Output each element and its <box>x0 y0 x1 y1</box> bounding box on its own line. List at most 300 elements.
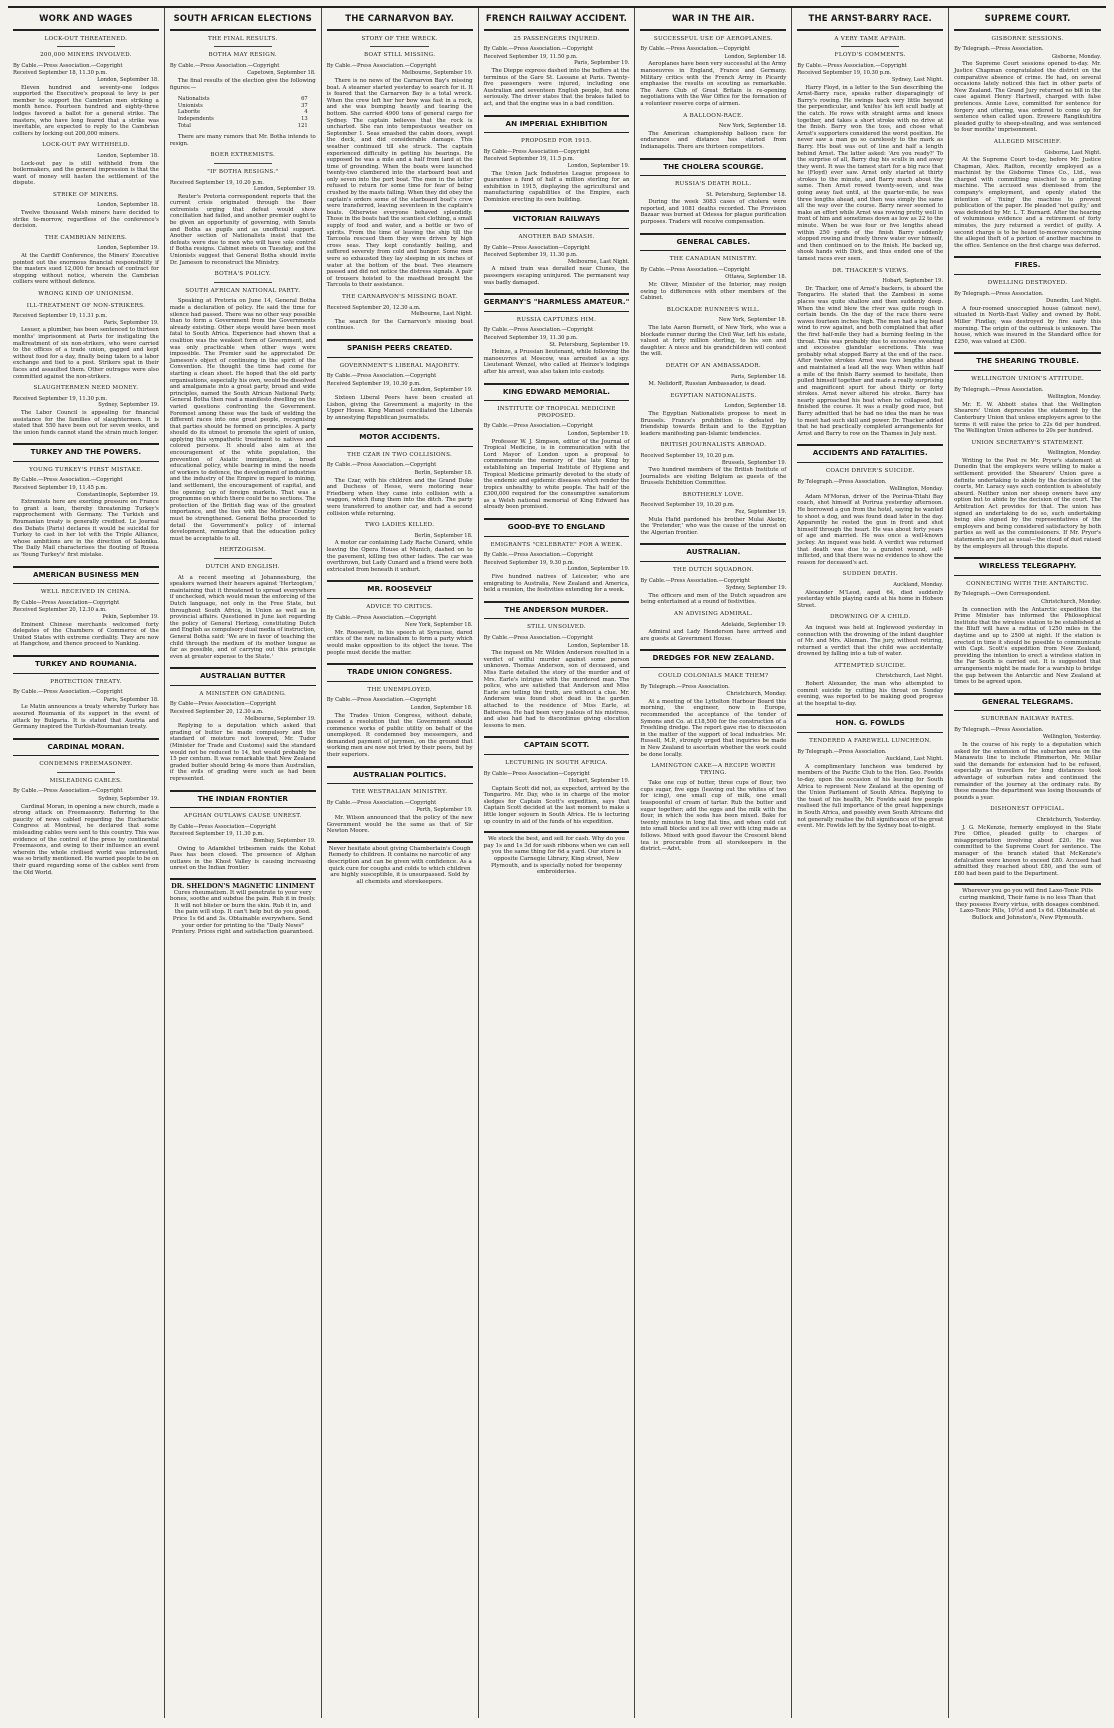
article-subheading-2: FLOYD'S COMMENTS. <box>834 52 906 59</box>
article <box>640 233 786 302</box>
article-body: The American championship balloon race for endurance and distance has started from Indianapolis. There are thirteen competitors. <box>640 130 787 150</box>
article-subheading-2: DUTCH AND ENGLISH. <box>205 563 280 570</box>
column-5 <box>635 8 792 1718</box>
advertisement-text: Wherever you go you will find Laxo-Tonic Pills curing mankind, Their fame is no less Than that they possess Every virtue, with dosages combined. Laxo-Tonic Pills, 10½d and 1s 6d. Obtainable at Bullock and Johnston's, New Plymouth. <box>955 888 1100 921</box>
article-body: Alexander M'Leod, aged 64, died suddenly yesterday while playing cards at his home in Hobson Street. <box>797 589 944 609</box>
article-subheading: SUCCESSFUL USE OF AEROPLANES. <box>653 35 773 42</box>
article-body: At the Cardiff Conference, the Miners' Executive pointed out the enormous financial responsibility if the masters sued 12,000 for breach of contract for stopping without notice, wherein the Cambrian colliers were without defence. <box>13 253 159 286</box>
article-credit: By Telegraph.—Own Correspondent. <box>954 591 1051 598</box>
article-subheading: AN ADVISING ADMIRAL. <box>673 611 753 617</box>
results-party: Total <box>177 122 191 129</box>
article <box>484 601 630 730</box>
article-received: Received September 19, 11.31 p.m. <box>13 313 108 320</box>
article-body: Extremists here are exerting pressure on France to grant a loan, thereby threatening Turkey's rapprochement with Germany. The Turkish and Roumanian treaty is generally credited. Le Journal des Debats (Paris) declares it would be suicidal for Turkey to cast in her lot with the Triple Alliance, whose ambitions are in the direction of Salonika. The Daily Mail characterises the flouting of Russia as 'Young Turkey's' first mistake. <box>13 499 159 558</box>
article-dateline: Bombay, September 19. <box>253 837 316 844</box>
article <box>640 113 786 151</box>
article-credit: By Cable—Press Association—Copyright <box>483 148 590 155</box>
section-heading: AN IMPERIAL EXHIBITION <box>484 115 630 134</box>
article-subheading: 25 PASSENGERS INJURED. <box>513 35 600 42</box>
article-dateline: London, September 19. <box>410 387 473 394</box>
section-heading: THE CHOLERA SCOURGE. <box>640 158 786 177</box>
article-subheading: STORY OF THE WRECK. <box>361 35 438 42</box>
article-subheading: A VERY TAME AFFAIR. <box>834 35 907 42</box>
article-body: A four-roomed unoccupied house (almost new), situated in North-East Valley and owned by Robt. Miller Findlay, was destroyed by fire early this morning. The origin of the outbreak is unknown. The house, which was insured in the Standard office for £250, was valued at £300. <box>954 305 1101 345</box>
article-credit: By Cable—Press Association—Copyright <box>483 770 590 777</box>
article-credit: By Cable—Press Association—Copyright <box>13 599 120 606</box>
article-dateline: London, September 19. <box>567 430 630 437</box>
article-dateline: Perth, September 19. <box>416 807 473 814</box>
article-body: Captain Scott did not, as expected, arrived by the Tongariro. Mr. Day, who is in charge of the motor sledges for Captain Scott's expedition, says that Captain Scott decided at the last moment to make a little longer sojourn in South Africa. He is lecturing up country in aid of the funds of his expedition. <box>483 785 630 825</box>
article-subheading-2: SOUTH AFRICAN NATIONAL PARTY. <box>185 287 301 294</box>
article-body: The final results of the election give the following figures:— <box>169 77 316 91</box>
column-3 <box>322 8 479 1718</box>
article-dateline: London, September 19. <box>567 162 630 169</box>
article-subheading: THE CARNARVON'S MISSING BOAT. <box>341 293 458 300</box>
article-received: Received September 20, 12.30 a.m. <box>169 709 264 716</box>
article <box>327 522 473 573</box>
article-subheading: WELL RECEIVED IN CHINA. <box>40 589 131 596</box>
section-heading: AMERICAN BUSINESS MEN <box>13 566 159 585</box>
column-2 <box>165 8 322 1718</box>
article-credit: By Cable.—Press Association.—Copyright <box>169 62 280 69</box>
article-body: A motor car containing Lady Rache Cunard, while leaving the Opera House at Munich, dashed on to the pavement, killing two other ladies. The car was overthrown, but Lady Cunard and a friend were both extricated from beneath it unhurt. <box>326 540 473 573</box>
article-body: The search for the Carnarvon's missing boat continues. <box>326 318 473 332</box>
article <box>170 36 316 92</box>
article-credit: By Cable.—Press Association.—Copyright <box>13 689 123 696</box>
article-received: Received September 19, 9.30 p.m. <box>483 559 575 566</box>
article-dateline: London, September 18. <box>410 704 473 711</box>
results-row <box>170 116 316 123</box>
article-body: Two hundred members of the British Institute of Journalists are visiting Belgium as guests of the Brussels Exhibition Committee. <box>640 467 787 487</box>
article <box>327 663 473 759</box>
article-dateline: Auckland, Monday. <box>893 581 944 588</box>
article-credit: By Telegraph.—Press Association. <box>954 726 1044 733</box>
article <box>484 115 630 204</box>
article-dateline: Brussels, September 19. <box>721 459 787 466</box>
article-body: Twelve thousand Welsh miners have decided to strike to-morrow, regardless of the conference's decision. <box>13 210 159 230</box>
article-subheading: ADVICE TO CRITICS. <box>366 603 433 610</box>
article-dateline: Melbourne, September 19. <box>401 70 473 77</box>
results-seats: 37 <box>301 102 308 109</box>
column-4 <box>479 8 636 1718</box>
column-7 <box>949 8 1106 1718</box>
article <box>327 580 473 656</box>
results-party: Laborite <box>177 109 201 116</box>
article-body: The officers and men of the Dutch squadron are being entertained at a round of festivities. <box>640 592 787 606</box>
article-dateline: Pekin, September 19. <box>102 613 159 620</box>
article-body: At a recent meeting at Johannesburg, the speakers warned their hearers against 'Hertzogism,' maintaining that it threatened to spread everywhere if unchecked, which would mean the enforcing of the Dutch language, not only in the Free State, but throughout South Africa, in Union as well as in provincial affairs. Questioned in June last regarding the policy of General Hertzog, constituting Dutch and English as compulsory dual media of instruction, General Botha said: 'We are in favor of teaching the child through the medium of its mother tongue as far as possible, and of carrying out this principle even at greater expense to the State.' <box>169 574 316 660</box>
advertisement-title: DR. SHELDON'S MAGNETIC LINIMENT <box>171 881 315 890</box>
article-subheading: UNION SECRETARY'S STATEMENT. <box>971 439 1084 446</box>
article-dateline: St. Petersburg, September 18. <box>706 191 787 198</box>
divider-rule <box>214 558 272 559</box>
article-body: Speaking at Pretoria on June 14, General Botha made a declaration of policy. He said the time for silence had passed. There was no other way possible than to form a Government from the Governments already existing. Other steps would have been most fatal to South Africa. Experience had shown that a coalition was the weakest form of Government, and was only practicable when other ways were impossible. The Premier said he appreciated Dr. Jameson's object of continuing in the spirit of the Convention. He thought the time had come for starting a clean sheet. He hoped that the old party organisations, especially his own, would be dissolved and amalgamate into a great party, broad and wide principles, named the South African National Party. General Botha then read a manifesto dwelling on the varied questions confronting the Government. Foremost among these was the task of welding the different races into one great people, recognising that parties should be formed on principles. A party should do its utmost to promote the spirit of union, applying this sympathetic treatment to natives and colored persons. It should also aim at the encouragement of the white population, the prevention of Asiatic immigration, a broad educational policy, while bearing in mind the needs of workers to defence, the development of industries and the industry of the Empire in regard to mining, land settlement, the encouragement of capital, and the opening up of foreign markets. That was a programme on which there could be no sections. The protection of the British flag was of the greatest importance, and the ties with the Mother Country must be strengthened. General Botha proceeded to detail the Government's policy of internal development, remarking that the education policy must be acceptable to all. <box>169 298 316 542</box>
article-received: Received September 19, 11.50 p.m. <box>483 53 578 60</box>
article-subheading-2: MISLEADING CABLES. <box>49 777 123 784</box>
article-body: Aeroplanes have been very successful at the Army manoeuvres in England, France and Germany. Military critics with the French Army in Picardy emphasise the results on scouting as remarkable. The Aero Club of Great Britain is re-opening negotiations with the War Office for the formation of a volunteer reserve corps of airmen. <box>640 61 787 107</box>
article-body: In connection with the Antarctic expedition the Prime Minister has informed the Philosophical Institute that the wireless station to be established at the Bluff will have a radius of 1250 miles in the daytime and up to 2500 at night. If the station is erected in time it should be possible to communicate with Capt. Scott's expedition from New Zealand, providing the intention to erect a wireless station in the Far South is carried out. It is suggested that arrangements might be made for a warship to bridge the gap between the Antarctic and New Zealand at times to be agreed upon. <box>954 606 1101 686</box>
article-body: Lock-out pay is still withheld from the boilermakers, and the general impression is that the want of money will hasten the settlement of the dispute. <box>13 160 159 187</box>
section-heading: VICTORIAN RAILWAYS <box>484 210 630 229</box>
article <box>484 36 630 108</box>
section-heading: TURKEY AND THE POWERS. <box>13 443 159 462</box>
article-body: Take one cup of butter, three cups of flour, two cups sugar, five eggs (leaving out the whites of two for icing), one small cup of milk, one small teaspoonful of cream of tartar. Rub the butter and sugar together; add the eggs and the milk with the flour, in which the soda has been mixed. Bake for twenty minutes in long flat tins, and when cold cut into small blocks and ice all over with icing made as follows. Mixed with good flavour the Crescent blend tea is procurable from all storekeepers in the district.—Advt. <box>640 780 787 853</box>
section-heading: TRADE UNION CONGRESS. <box>327 663 473 682</box>
article-dateline: London, September 18. <box>724 403 787 410</box>
article-credit: By Cable.—Press Association.—Copyright <box>326 373 437 380</box>
section-heading: MOTOR ACCIDENTS. <box>327 428 473 447</box>
results-table <box>170 96 316 129</box>
article <box>13 385 159 436</box>
article-credit: By Cable.—Press Association.—Copyright <box>326 62 437 69</box>
article <box>640 307 786 358</box>
article-dateline: Constantinople, September 19. <box>76 491 159 498</box>
article-body: Harry Floyd, in a letter to the Sun describing the Arnst-Barry race, speaks rather disparagingly of Barry's rowing. He swings back very little beyond the perpendicular, and 'knifes' his left scull badly at the catch. He rows with straight arms and knees together, and takes a short stroke with no drive at the finish. Barry won the toss, and chose what Arnst's supporters considered the worst position. He never saw a man go so carelessly to the mark as Barry. His boat was out of line and half a length behind Arnst. The latter asked: 'Are you ready?' To the surprise of all, Barry dug his sculls in and away they went. It was the tamest start for a big race that he (Floyd) ever saw. Arnst only started at thirty strokes to the minute, and Barry much about the same. Then Arnst rowed twenty-seven, and was going away fast until, at the quarter-mile, he was three lengths ahead, and then was simply the same all the way over the course. Barry never seemed to make an effort while Arnst was rowing pretty well in front of him and sometimes down as low as 22 to the minute. When he was four or five lengths ahead within 250 yards of the finish Barry suddenly stopped rowing and freely threw water over himself, and then continued on to the finish. He backed up, shook hands with Dick, and thus ended one of the tamest races ever seen. <box>797 84 944 262</box>
divider-rule <box>57 46 115 47</box>
section-heading: ACCIDENTS AND FATALITIES. <box>797 444 943 463</box>
article-dateline: London, September 18. <box>97 152 159 159</box>
divider-rule <box>214 163 272 164</box>
article-subheading: WELLINGTON UNION'S ATTITUDE. <box>971 375 1085 382</box>
advertisement-text: We stock the best, and sell for cash. Why do you pay 1s and 1s 3d for sash ribbons when we can sell you the same thing for 6d a yard. Our store is opposite Carnegie Library, King street, New Plymouth, and is specially noted for twopenny embroideries. <box>483 836 630 876</box>
article-subheading: A BALLOON-RACE. <box>683 112 744 119</box>
section-heading: GENERAL TELEGRAMS. <box>954 693 1101 712</box>
article-credit: By Cable.—Press Association.—Copyright <box>13 62 123 69</box>
article-credit: By Cable.—Press Association.—Copyright <box>326 697 437 704</box>
article-received: Received September 19, 10.20 p.m. <box>169 179 264 186</box>
article-dateline: Sydney, September 19. <box>725 585 787 592</box>
article-subheading: GISBORNE SESSIONS. <box>991 35 1064 42</box>
results-party: Independents <box>177 115 214 122</box>
article-subheading: DR. THACKER'S VIEWS. <box>832 267 909 274</box>
article-dateline: Wellington, Monday. <box>1047 450 1101 457</box>
article-credit: By Telegraph.—Press Association. <box>797 478 887 485</box>
article-dateline: London, September 19. <box>253 186 316 193</box>
article-dateline: Dunedin, Last Night. <box>1045 298 1101 305</box>
article-subheading: ILL-TREATMENT OF NON-STRIKERS. <box>26 302 146 309</box>
article <box>797 614 943 658</box>
article-subheading: SLAUGHTERMEN NEED MONEY. <box>33 385 139 392</box>
article-subheading: CONDEMNS FREEMASONRY. <box>39 761 133 768</box>
article-body: The late Aaron Burnett, of New York, who was a blockade runner during the Civil War, left his estate, valued at forty million sterling, to his son and daughter. A niece and his grandchildren will contest the will. <box>640 325 787 358</box>
article-dateline: Sydney, September 19. <box>98 796 159 803</box>
advertisement <box>954 883 1101 921</box>
article <box>640 763 786 853</box>
article-body: There are many rumors that Mr. Botha intends to resign. <box>169 134 316 147</box>
article <box>640 611 786 642</box>
article <box>327 36 473 289</box>
article-credit: By Cable—Press Association—Copyright <box>169 701 277 708</box>
article-dateline: London, September 18. <box>567 642 630 649</box>
article-subheading: PROTECTION TREATY. <box>50 678 122 685</box>
article <box>954 256 1101 345</box>
article-body: The Czar, with his children and the Grand Duke and Duchess of Hesse, were motoring near Friedberg when they came into collision with a waggon, which flung them into the ditch. The party were transferred to another car, and had a second collision while returning. <box>326 477 473 517</box>
article <box>13 192 159 230</box>
article <box>797 571 943 609</box>
article-body: Sixteen Liberal Peers have been created at Lisbon, giving the Government a majority in the Upper House. King Manuel conciliated the Liberals by annestying Republican journalists. <box>326 394 473 421</box>
section-heading: WIRELESS TELEGRAPHY. <box>954 557 1101 576</box>
article <box>640 158 786 226</box>
article-subheading: DROWNING OF A CHILD. <box>829 614 911 621</box>
article-dateline: Adelaide, September 19. <box>721 621 787 628</box>
article-dateline: Hobart, September 19. <box>568 778 630 785</box>
article <box>640 492 786 537</box>
article-dateline: Paris, September 19. <box>574 60 630 67</box>
article <box>954 36 1101 134</box>
article-body: Cardinal Moran, in opening a new church, made a strong attack on Freemasonry. Referring to the paucity of news cabled regarding the Eucharistic Congress at Montreal, he declared that some misleading cables were sent to this country. This was evidence of the control of the press by continental Freemasons, and owing to their influence an event wherein the whole civilised world was interested, was so briefly mentioned. He warned people to be on their guard regarding some of the cables sent from the Old World. <box>13 803 159 876</box>
article-subheading: COULD COLONIALS MAKE THEM? <box>658 672 769 679</box>
section-heading: AUSTRALIAN. <box>640 543 786 562</box>
article-dateline: Wellington, Monday. <box>1047 394 1101 401</box>
article-subheading: TWO LADIES KILLED. <box>364 522 435 529</box>
divider-rule <box>214 282 272 283</box>
article-subheading: THE FINAL RESULTS. <box>207 35 278 42</box>
article-credit: By Telegraph.—Press Association. <box>797 748 887 755</box>
article-subheading: COACH DRIVER'S SUICIDE. <box>825 468 915 475</box>
article-body: A complimentary luncheon was tendered by members of the Pacific Club to the Hon. Geo. Fowlds to-day, upon the occasion of his leaving for South Africa to represent New Zealand at the opening of the Union Parliament of South Africa. Replying to the toast of his health, Mr. Fowlds said few people realised the full importance of the great happenings in South Africa, and possibly even South Africans did not generally realise the full significance of the great event. Mr. Fowlds left by the Sydney boat to-night. <box>797 763 944 830</box>
article-subheading: LECTURING IN SOUTH AFRICA. <box>505 759 608 766</box>
article-dateline: New York, September 18. <box>405 622 473 629</box>
section-heading: THE ANDERSON MURDER. <box>484 601 630 620</box>
article <box>954 806 1101 877</box>
article-subheading: ANOTHER BAD SMASH. <box>518 234 595 241</box>
column-heading: SOUTH AFRICAN ELECTIONS <box>170 12 316 31</box>
article-dateline: Melbourne, Last Night. <box>411 311 473 318</box>
article <box>327 339 473 421</box>
article-body: The Trades Union Congress, without debate, passed a resolution that the Government should commence works of public utility on behalf of the unemployed. It condemned boy messengers, and demanded payment of jurymen, on the ground that working men are now not tried by their peers, but by their superiors. <box>326 712 473 759</box>
article-received: Received September 19, 11.30 p.m. <box>483 252 578 259</box>
article-subheading: THE CZAR IN TWO COLLISIONS. <box>347 451 453 458</box>
article <box>13 443 159 558</box>
article-dateline: Sydney, Last Night. <box>891 76 944 83</box>
article-credit: By Telegraph.—Press Association. <box>954 290 1044 297</box>
article-dateline: Gisborne, Last Night. <box>1044 149 1101 156</box>
article-dateline: Berlin, September 18. <box>414 532 473 539</box>
article <box>170 667 316 782</box>
article-dateline: Auckland, Last Night. <box>885 756 944 763</box>
article <box>13 303 159 381</box>
article-received: Received September 20, 12.30 a.m. <box>13 607 107 614</box>
article-body: At a meeting of the Lyttelton Harbour Board this morning, the engineer, now in Europe, recommended the acceptance of the tender of Symons and Co. at £18,500 for the construction of a Freehling dredge. The report gave rise to discussion in the matter of the support of local industries. Mr. Russell, M.P., strongly urged that inquiries be made in New Zealand to ascertain whether the work could be done locally. <box>640 698 787 758</box>
article-subheading: LOCK-OUT PAY WITHHELD. <box>42 142 130 149</box>
article-subheading: LOCK-OUT THREATENED. <box>44 35 128 42</box>
article-body: Le Matin announces a treaty whereby Turkey has assured Roumania of its support in the event of attack by Bulgaria. It is stated that Austria and Germany inspired the Turkish-Roumanian treaty. <box>13 704 159 731</box>
article-subheading: AFGHAN OUTLAWS CAUSE UNREST. <box>184 813 302 820</box>
article-body: M. Nelidorff, Russian Ambassador, is dead. <box>648 381 766 388</box>
article-subheading: EMIGRANTS "CELEBRATE" FOR A WEEK. <box>490 541 623 548</box>
article-body: Owing to Adamkhel tribesmen raids the Kohat Pass has been closed. The presence of Afghan outlaws in the Khost Valley is causing increasing unrest on the Indian frontier. <box>169 845 316 872</box>
article-credit: By Cable.—Press Association.—Copyright <box>326 462 437 469</box>
advertisement <box>170 878 316 936</box>
article <box>954 139 1101 250</box>
article-dateline: Berlin, September 18. <box>414 470 473 477</box>
article-subheading: HERTZOGISM. <box>219 547 267 554</box>
article-body: An inquest was held at Inglewood yesterday in connection with the drowning of the infant daughter of Mr. and Mrs. Alleman. The jury, without retiring, returned a verdict that the child was accidentally drowned by falling into a tub of water. <box>797 624 944 658</box>
advertisement <box>484 831 630 876</box>
article-body: Professor W. J. Simpson, editor of the Journal of Tropical Medicine, is in communication with the Lord Mayor of London upon a proposal to commemorate the memory of the late King by establishing an Imperial Institute of Hygiene and Tropical Medicine primarily devoted to the study of the endemic and epidemic diseases which render the tropics unhealthy to white people. The half of the £300,000 required for the consumptive sanatorium as a Welsh national memorial of King Edward has already been promised. <box>483 438 630 511</box>
article <box>170 152 316 266</box>
article-body: Eminent Chinese merchants welcomed forty delegates of the Chambers of Commerce of the United States with extreme cordiality. They are now at Hangchow, and thence proceed to Nanking. <box>13 621 159 648</box>
article-subheading: INSTITUTE OF TROPICAL MEDICINE PROPOSED. <box>497 406 616 419</box>
section-heading: THE SHEARING TROUBLE. <box>954 352 1101 371</box>
article-subheading: BROTHERLY LOVE. <box>682 491 744 498</box>
article-subheading-2: BOAT STILL MISSING. <box>363 52 436 59</box>
article-dateline: Sydney, September 19. <box>98 402 159 409</box>
article-credit: By Cable.—Press Association.—Copyright <box>13 788 123 795</box>
article <box>170 547 316 660</box>
article-dateline: London, September 18. <box>724 53 787 60</box>
article-body: Replying to a deputation which asked that grading of butter be made compulsory and the standard of moisture not lowered, Mr. Tudor (Minister for Trade and Customs) said the standard would not be reduced to 14, but would probably be 15 per centum. It was remarkable that New Zealand graded butter should bring 4s more than Australian, if the evils of grading were such as had been represented. <box>169 723 316 782</box>
article-subheading: STILL UNSOLVED. <box>527 624 586 631</box>
results-seats: 121 <box>297 122 308 129</box>
article-subheading: RUSSIA CAPTURES HIM. <box>516 316 597 323</box>
article-subheading: ATTEMPTED SUICIDE. <box>834 662 907 669</box>
article-dateline: Capetown, September 18. <box>247 70 316 77</box>
article <box>13 655 159 731</box>
article-credit: By Telegraph.—Press Association. <box>954 386 1044 393</box>
article <box>170 134 316 147</box>
article-subheading: DWELLING DESTROYED. <box>987 280 1068 286</box>
section-heading: AUSTRALIAN BUTTER <box>170 667 316 686</box>
article-body: In the course of his reply to a deputation which asked for the extension of the suburban area on the Manawatu line to include Plimmerton, Mr. Millar said the demands for extension had to be refused, especially as travellers for long distances took advantage of suburban rates and continued the remainder of the journey at the ordinary rate. By these means the department was losing thousands of pounds a year. <box>954 742 1101 801</box>
divider-rule <box>214 46 272 47</box>
article-dateline: London, September 18. <box>97 202 159 209</box>
article <box>640 363 786 388</box>
article <box>797 36 943 263</box>
article-subheading: PROPOSED FOR 1915. <box>521 138 592 145</box>
article-body: Robert Alexander, the man who attempted to commit suicide by cutting his throat on Sunday evening, was reported to be making good progress at the hospital to-day. <box>797 681 944 707</box>
article <box>484 383 630 512</box>
section-heading: GENERAL CABLES. <box>640 233 786 252</box>
article-dateline: Ottawa, September 18. <box>725 274 787 281</box>
article-received: Received September 19, 11.30 p.m. <box>169 831 264 838</box>
section-heading: MR. ROOSEVELT <box>327 580 473 599</box>
article-subheading: THE CAMBRIAN MINERS. <box>44 234 128 241</box>
article-dateline: Gisborne, Monday. <box>1051 53 1101 60</box>
article-dateline: Christchurch, Monday. <box>1041 598 1101 605</box>
divider-rule <box>841 46 899 47</box>
article-body: The Labor Council is appealing for financial assistance for the families of slaughtermen. It is stated that 550 have been out for seven weeks, and the union funds cannot stand the strain much longer. <box>13 409 159 436</box>
article-credit: By Cable.—Press Association.—Copyright <box>483 327 594 334</box>
article <box>170 790 316 872</box>
article-body: J. G. McKenzie, formerly employed in the State Fire Office, pleaded guilty to charges of misappropriation involving about £20. He was committed to the Supreme Court for sentence. The manager of the branch stated that McKenzie's defalcation were known to exceed £80. Accused had admitted they reached about £80, and the sum of £80 had been paid to the Department. <box>954 824 1101 877</box>
column-heading: FRENCH RAILWAY ACCIDENT. <box>484 12 630 31</box>
article-body: Lesuer, a plumber, has been sentenced to thirteen months' imprisonment at Paris for instigating the maltreatment of six non-strikers, who were carried to the offices of a trade union, gagged and kept without food for a day, finally being taken to a labor exchange and tied to a post. Strikers spat in their faces and assaulted them. Other outrages were also committed against the non-strikers. <box>13 327 159 380</box>
article <box>640 36 786 108</box>
results-row <box>170 103 316 110</box>
advertisement <box>327 841 473 886</box>
article <box>327 766 473 835</box>
article-subheading: ALLEGED MISCHIEF. <box>993 138 1062 145</box>
article <box>797 268 943 438</box>
article-subheading: STRIKE OF MINERS. <box>52 191 119 198</box>
article-dateline: Hobart, September 19. <box>882 278 944 285</box>
article-credit: By Cable.—Press Association.—Copyright <box>13 477 123 484</box>
article-received: Received September 18, 11.30 p.m. <box>13 70 108 77</box>
article-received: Received September 20, 12.30 a.m. <box>326 304 421 311</box>
article <box>954 693 1101 802</box>
article-dateline: Paris, September 18. <box>103 696 159 703</box>
section-heading: AUSTRALIAN POLITICS. <box>327 766 473 785</box>
article <box>954 440 1101 551</box>
results-row <box>170 109 316 116</box>
column-heading: WORK AND WAGES <box>13 12 159 31</box>
article-body: Five hundred natives of Leicester, who are emigrating to Australia, New Zealand and America, held a reunion, the festivities extending for a week. <box>483 574 630 594</box>
article-body: There is no news of the Carnarvon Bay's missing boat. A steamer started yesterday to search for it. It is feared that the Carnarvon Bay is a total wreck. When the crew left her her bow was fast in a rock, and she was bumping heavily and tearing the bottom. She carried 4900 tons of general cargo for Sydney. The captain believes that the rock is uncharted. She ran into tempestuous weather on September 1. Seas smashed the cabin doors, swept the deck, and did considerable damage. This weather continued till she struck. The captain experienced difficulty in getting his bearings. He supposed he was a mile and a half from land at the time of grounding. When the boats were launched twenty-two clambered into the starboard boat and only seven into the port boat. The men in the latter refused to return for some time for fear of being crushed by the masts falling. When they did obey the captain's orders some of the starboard boat's crew were transferred, leaving seventeen in the captain's boats. Otherwise everyone behaved splendidly. Those in the boats had the scantiest clothing, a small supply of food and water, and a bottle or two of spirits. From the time of leaving the ship till the Tarcoola rescued them they were driven by high cross seas. They kept constantly bailing, and suffered severely from cold and hunger. Some men were so exhausted they lay sleeping in six inches of water at the bottom of the boat. Two steamers passed and did not notice the distress signals. A pair of trousers hoisted to the masthead brought the Tarcoola to their assistance. <box>326 77 473 289</box>
article <box>484 736 630 825</box>
results-party: Nationalists <box>177 96 210 103</box>
article-credit: By Cable.—Press Association.—Copyright <box>483 423 594 430</box>
section-heading: TURKEY AND ROUMANIA. <box>13 655 159 674</box>
section-heading: THE INDIAN FRONTIER <box>170 790 316 809</box>
article-subheading: YOUNG TURKEY'S FIRST MISTAKE. <box>29 466 143 473</box>
article-subheading: BOTHA'S POLICY. <box>214 271 271 278</box>
article-credit: By Cable.—Press Association.—Copyright <box>483 552 594 559</box>
article-dateline: New York, September 18. <box>718 123 787 130</box>
article-dateline: Christchurch, Monday. <box>726 691 787 698</box>
article-body: Mr. Wilson announced that the policy of the new Government would be the same as that of Sir Newton Moore. <box>326 815 473 835</box>
article-body: A mixed train was derailed near Clunes, the passengers escaping uninjured. The permanent way was badly damaged. <box>483 266 630 286</box>
article <box>640 393 786 438</box>
article-dateline: London, September 19. <box>97 245 159 252</box>
section-heading: GERMANY'S "HARMLESS AMATEUR." <box>484 293 630 312</box>
article-subheading: TENDERED A FAREWELL LUNCHEON. <box>809 738 932 745</box>
article <box>484 293 630 375</box>
article <box>170 271 316 542</box>
article-subheading: CONNECTING WITH THE ANTARCTIC. <box>966 580 1089 587</box>
article-credit: By Cable.—Press Association.—Copyright <box>640 266 750 273</box>
article-credit: By Cable.—Press Association.—Copyright <box>640 46 750 53</box>
article-dateline: Wellington, Monday. <box>889 486 944 493</box>
article-credit: By Cable.—Press Association.—Copyright <box>640 577 750 584</box>
article-subheading-2: "IF BOTHA RESIGNS." <box>207 168 279 175</box>
article-dateline: New York, September 18. <box>718 317 787 324</box>
article-received: Received September 19, 11.5 p.m. <box>483 156 575 163</box>
article <box>640 649 786 758</box>
article-body: Heinze, a Prussian lieutenant, while following the manoeuvres at Moscow, was arrested as a spy. Lieutenant Wenzel, who called at Heinze's lodgings after his arrest, was also taken into custody. <box>483 349 630 375</box>
article <box>797 714 943 829</box>
article-received: Received September 19, 10.30 p.m. <box>797 70 892 77</box>
article <box>640 442 786 487</box>
article <box>13 235 159 286</box>
article-body: The Dieppe express dashed into the buffers at the terminus of the Gare St. Lassane at Paris. Twenty-five passengers were injured, including one Australian and seventeen English people, but none seriously. The driver states that the brakes failed to act, and that the engine was in a bad condition. <box>483 67 630 107</box>
article-subheading: THE DUTCH SQUADRON. <box>673 567 754 574</box>
article-credit: By Cable.—Press Association.—Copyright <box>483 635 594 641</box>
article-credit: By Cable.—Press Association.—Copyright <box>326 614 437 621</box>
article-dateline: Christchurch, Last Night. <box>875 673 944 680</box>
article <box>13 36 159 138</box>
column-heading: THE ARNST-BARRY RACE. <box>797 12 943 31</box>
article-credit: By Cable—Press Association—Copyright <box>483 244 590 251</box>
results-row <box>170 96 316 103</box>
results-seats: 67 <box>301 96 308 103</box>
article-body: Mula Hafid pardoned his brother Mulai Akebir, the 'Pretender,' who was the cause of the unrest on the Algerian frontier. <box>640 516 787 536</box>
section-heading: FIRES. <box>954 256 1101 275</box>
article-subheading: THE UNEMPLOYED. <box>367 686 432 693</box>
article-subheading: BOER EXTREMISTS. <box>210 152 276 159</box>
section-heading: DREDGES FOR NEW ZEALAND. <box>640 649 786 668</box>
article-body: Writing to the Post re Mr. Pryor's statement at Dunedin that the employers were willing to make a settlement provided the Shearers' Union gave a definite undertaking to abide by the decision of the courts, Mr. Laracy says such contention is absolutely absurd. Neither union nor sheep owners have any option but to abide by the decision of the court. The Arbitration Act provides for that. The union has signed an undertaking to do so, such undertaking being also signed by the representatives of the employers and being considered satisfactory by both parties as well as the commissioners. If Mr. Pryor's statements are just as usual—the cloud of dust raised by the employers all through this dispute. <box>954 457 1101 550</box>
article-subheading: GOVERNMENT'S LIBERAL MAJORITY. <box>339 362 460 369</box>
article <box>797 663 943 708</box>
article-subheading: WRONG KIND OF UNIONISM. <box>38 291 134 297</box>
article-received: Received September 19, 10.30 p.m. <box>326 380 421 387</box>
article-subheading: LAMINGTON CAKE—A RECIPE WORTH TRYING. <box>651 763 776 776</box>
article-subheading: SUBURBAN RAILWAY RATES. <box>981 716 1075 723</box>
article-received: Received September 19, 11.30 p.m. <box>483 335 578 341</box>
article-credit: By Telegraph.—Press Association. <box>954 46 1044 53</box>
article-body: The inquest on Mr. Wilden Anderson resulted in a verdict of wilful murder against some person unknown. Thomas Anderson, son of deceased, and Miss Earle detailed the story of the murder and of Mrs. Earle's intrigue with the murdered man. The police, who are satisfied that Anderson and Miss Earle are telling the truth, are without a clue. Mr. Anderson was found shot dead in the garden attached to the residence of Miss Earle, at Battersea. He had been very jealous of his mistress, and also had had to discontinue giving elocution lessons to men. <box>483 650 630 729</box>
